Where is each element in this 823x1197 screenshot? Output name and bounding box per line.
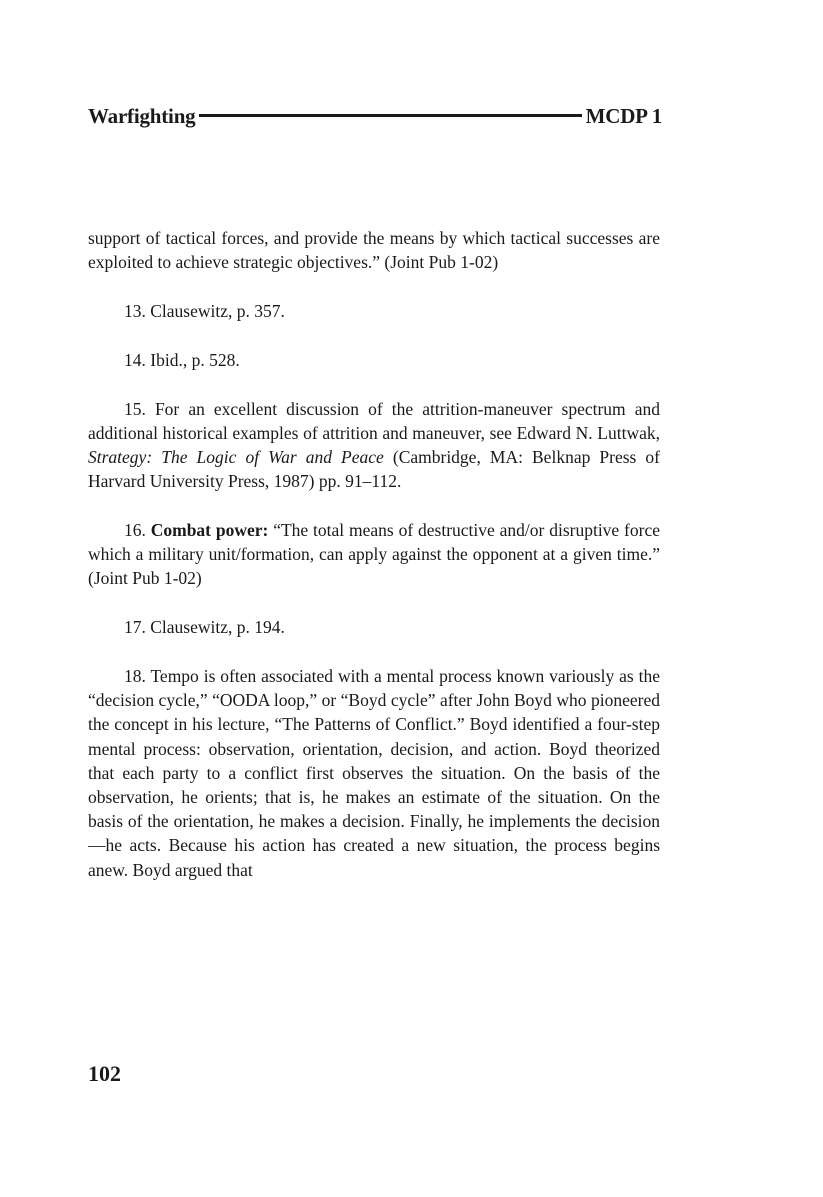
note-17 [88, 615, 660, 639]
note-17-text: 17. Clausewitz, p. 194. [124, 617, 285, 638]
note-continuation-text: support of tactical forces, and provide the means by which tactical successes are exploited to achieve strategic objectives.” (Joint Pub 1-02) [88, 228, 660, 273]
note-continuation [88, 226, 660, 274]
note-14-text: 14. Ibid., p. 528. [124, 349, 240, 370]
header-title: Warfighting [88, 103, 196, 128]
note-18 [88, 664, 660, 882]
header-publication-id: MCDP 1 [585, 103, 662, 128]
note-15-text-b: (Cambridge, MA: Belknap Press of Harvard University Press, 1987) pp. 91–112. [88, 447, 660, 492]
notes-body [88, 226, 660, 882]
note-16-term: Combat power: [150, 520, 269, 540]
header-rule [199, 114, 581, 117]
running-header [88, 100, 662, 132]
note-16 [88, 518, 660, 591]
note-16-text: “The total means of destructive and/or disruptive force which a military unit/formation, can apply against the opponent at a given time.” (Joint Pub 1-02) [88, 520, 660, 589]
note-15-book-title: Strategy: The Logic of War and Peace [88, 447, 384, 467]
note-14 [88, 348, 660, 372]
note-13 [88, 299, 660, 323]
note-15-text-a: 15. For an excellent discussion of the attrition-maneuver spectrum and additional historical examples of attrition and maneuver, see Edward N. Luttwak, [88, 398, 660, 443]
note-13-text: 13. Clausewitz, p. 357. [124, 301, 285, 321]
note-18-text: 18. Tempo is often associated with a mental process known variously as the “decision cycle,” “OODA loop,” or “Boyd cycle” after John Boyd who pioneered the concept in his lecture, “The Patterns of Conflict.” Boyd identified a four-step mental process: observation, orientation, decision, and action. Boyd theorized that each party to a conflict first observes the situation. On the basis of the observation, he orients; that is, he makes an estimate of the situation. On the basis of the orientation, he makes a decision. Finally, he implements the decision—he acts. Because his action has created a new situation, the process begins anew. Boyd argued that [88, 666, 660, 880]
note-16-number: 16. [124, 520, 151, 540]
page-number: 102 [88, 1061, 121, 1086]
note-15 [88, 397, 660, 494]
